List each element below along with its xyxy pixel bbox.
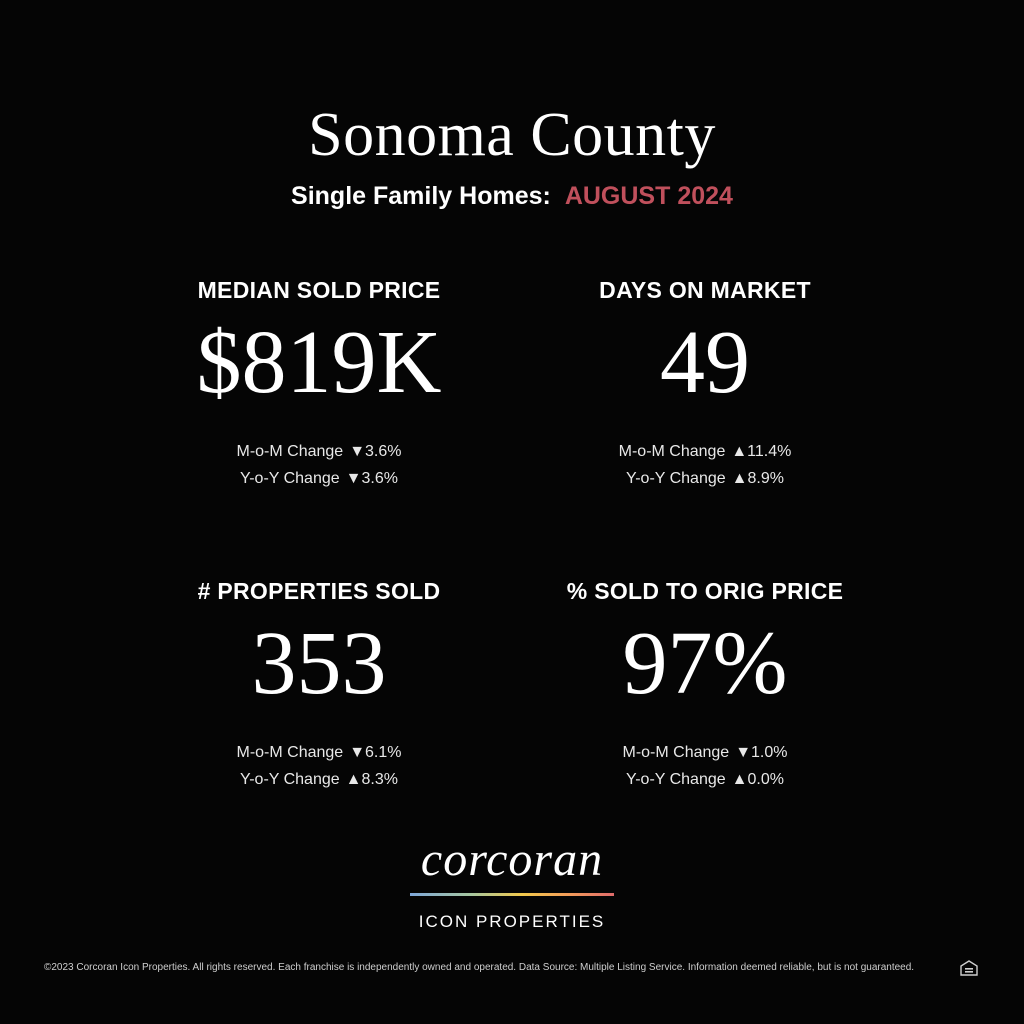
yoy-change-label: Y-o-Y Change <box>626 771 726 788</box>
corcoran-logo-wordmark: corcoran <box>420 833 604 886</box>
yoy-change-value: ▲8.3% <box>345 771 398 788</box>
mom-change-row <box>149 438 489 465</box>
logo-gradient-bar <box>410 893 614 896</box>
stat-changes <box>149 438 489 492</box>
stat-label: % SOLD TO ORIG PRICE <box>566 578 844 604</box>
mom-change-label: M-o-M Change <box>236 443 344 460</box>
stat-sold-to-orig-price <box>535 578 875 793</box>
equal-housing-opportunity-icon <box>960 960 978 976</box>
subtitle-period: AUGUST 2024 <box>564 182 733 210</box>
yoy-change-row <box>149 465 489 492</box>
yoy-change-label: Y-o-Y Change <box>240 771 340 788</box>
yoy-change-value: ▼3.6% <box>345 470 398 487</box>
yoy-change-row <box>535 766 875 793</box>
yoy-change-label: Y-o-Y Change <box>626 470 726 487</box>
mom-change-value: ▲11.4% <box>731 443 792 460</box>
mom-change-value: ▼6.1% <box>349 744 402 761</box>
stat-label: MEDIAN SOLD PRICE <box>197 277 441 303</box>
footer-disclaimer: ©2023 Corcoran Icon Properties. All rights reserved. Each franchise is independently owned and operated. Data Source: Multiple Listing Service. Information deemed reliable, but is not guaranteed. <box>44 962 915 973</box>
stat-changes <box>149 739 489 793</box>
stat-days-on-market <box>535 277 875 492</box>
mom-change-row <box>535 438 875 465</box>
page-subtitle <box>0 182 1024 211</box>
stat-label: # PROPERTIES SOLD <box>197 578 441 604</box>
mom-change-label: M-o-M Change <box>622 744 730 761</box>
yoy-change-row <box>535 465 875 492</box>
stat-changes <box>535 438 875 492</box>
yoy-change-label: Y-o-Y Change <box>240 470 340 487</box>
stat-properties-sold <box>149 578 489 793</box>
mom-change-label: M-o-M Change <box>236 744 344 761</box>
subtitle-label: Single Family Homes: <box>291 182 551 210</box>
stat-value: $819K <box>196 313 442 412</box>
mom-change-value: ▼3.6% <box>349 443 402 460</box>
stat-value: 49 <box>660 313 750 412</box>
stat-median-sold-price <box>149 277 489 492</box>
mom-change-value: ▼1.0% <box>735 744 788 761</box>
yoy-change-value: ▲0.0% <box>731 771 784 788</box>
mom-change-row <box>535 739 875 766</box>
yoy-change-row <box>149 766 489 793</box>
stat-value: 97% <box>622 614 788 713</box>
stat-value: 353 <box>251 614 387 713</box>
mom-change-label: M-o-M Change <box>618 443 726 460</box>
mom-change-row <box>149 739 489 766</box>
yoy-change-value: ▲8.9% <box>731 470 784 487</box>
stat-label: DAYS ON MARKET <box>599 277 811 303</box>
stat-changes <box>535 739 875 793</box>
page-title: Sonoma County <box>308 101 716 169</box>
logo-subtitle: ICON PROPERTIES <box>418 912 606 931</box>
